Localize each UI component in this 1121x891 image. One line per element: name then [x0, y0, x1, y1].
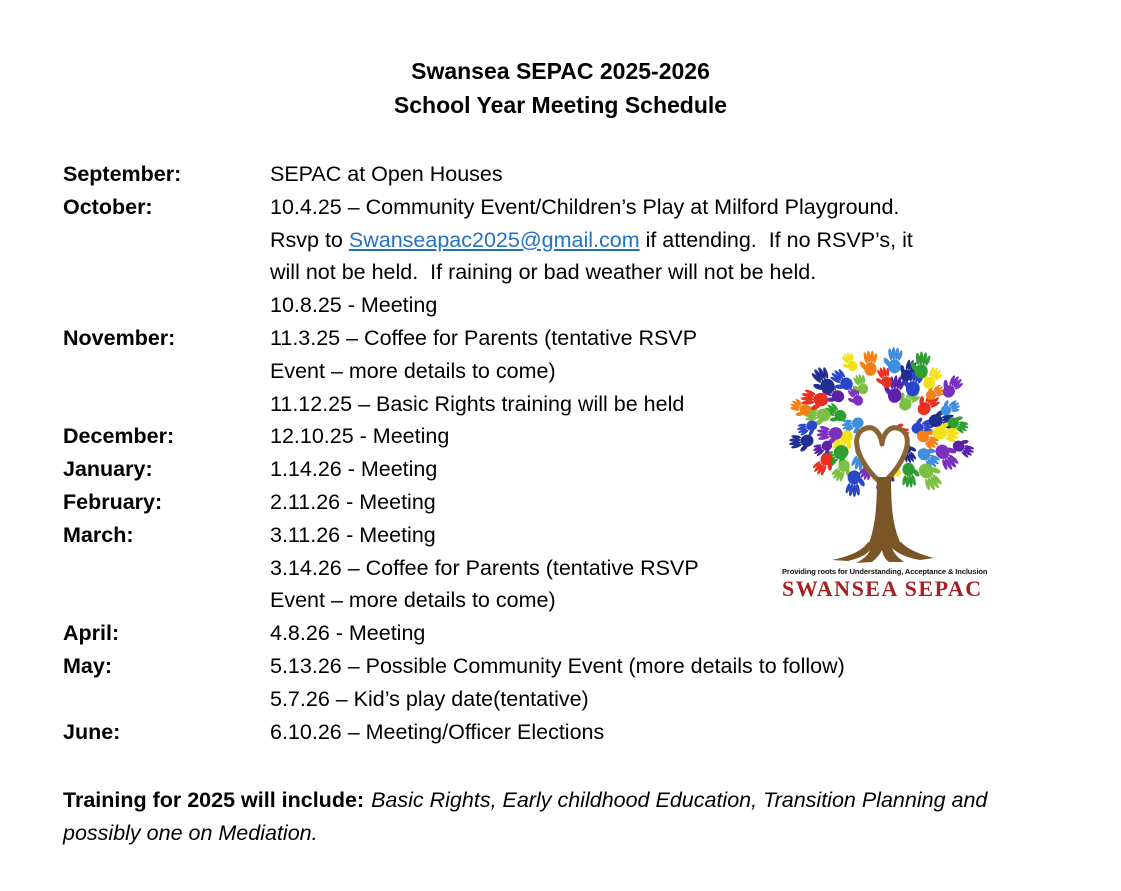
month-events [270, 486, 436, 519]
month-label: October: [63, 194, 153, 219]
month-events [270, 158, 503, 191]
schedule-line: Event – more details to come) [270, 588, 556, 613]
schedule-line: 5.13.26 – Possible Community Event (more details to follow) [270, 653, 845, 678]
handprint [858, 350, 878, 376]
link-prefix-text: Rsvp to [270, 227, 349, 252]
month-events [270, 519, 699, 617]
month-label: June: [63, 719, 121, 744]
month-events [270, 617, 425, 650]
month-label: November: [63, 325, 176, 350]
schedule-row [63, 158, 913, 191]
schedule-row [63, 650, 913, 716]
schedule-line: 10.8.25 - Meeting [270, 293, 438, 318]
schedule-line: 6.10.26 – Meeting/Officer Elections [270, 719, 605, 744]
month-label: December: [63, 424, 175, 449]
month-events [270, 191, 913, 322]
schedule-line: 11.3.25 – Coffee for Parents (tentative RSVP [270, 325, 698, 350]
schedule-line: Event – more details to come) [270, 358, 556, 383]
logo-org-name: SWANSEA SEPAC [782, 576, 983, 601]
handprint-tree-graphic [782, 346, 982, 566]
training-note-label: Training for 2025 will include: [63, 788, 365, 812]
schedule-line: 12.10.25 - Meeting [270, 424, 450, 449]
logo-tagline: Providing roots for Understanding, Acceptance & Inclusion [782, 567, 988, 576]
tree-trunk [868, 477, 902, 546]
month-events [270, 322, 697, 420]
sepac-logo [782, 346, 988, 602]
month-label: January: [63, 457, 153, 482]
schedule-line: 4.8.26 - Meeting [270, 621, 426, 646]
schedule-line: 1.14.26 - Meeting [270, 457, 438, 482]
month-label: February: [63, 489, 163, 514]
handprint [788, 433, 814, 455]
schedule-row [63, 716, 913, 749]
schedule-line: SEPAC at Open Houses [270, 162, 503, 186]
month-events [270, 716, 604, 749]
month-events [270, 420, 449, 453]
training-note-text: Basic Rights, Early childhood Education, Transition Planning and possibly one on Mediation. [63, 788, 988, 845]
handprint [900, 462, 921, 488]
month-label: May: [63, 653, 112, 678]
schedule-line: 11.12.25 – Basic Rights training will be held [270, 391, 685, 416]
month-events [270, 650, 845, 716]
schedule-row [63, 191, 913, 322]
schedule-line: 5.7.26 – Kid’s play date(tentative) [270, 686, 589, 711]
schedule-line: 3.11.26 - Meeting [270, 522, 436, 547]
email-link[interactable]: Swanseapac2025@gmail.com [348, 227, 640, 252]
schedule-line: will not be held. If raining or bad weather will not be held. [270, 260, 817, 285]
training-note [63, 784, 1003, 850]
title-line-1: Swansea SEPAC 2025-2026 [411, 58, 710, 84]
link-suffix-text: if attending. If no RSVP’s, it [639, 227, 913, 252]
title-line-2: School Year Meeting Schedule [393, 92, 728, 118]
month-label: April: [63, 621, 120, 646]
month-events [270, 453, 437, 486]
month-label: September: [63, 162, 182, 186]
schedule-line [270, 224, 913, 257]
schedule-line: 10.4.25 – Community Event/Children’s Play at Milford Playground. [270, 194, 900, 219]
document-title [63, 54, 1058, 122]
heart-branches [857, 428, 908, 484]
schedule-line: 3.14.26 – Coffee for Parents (tentative RSVP [270, 555, 699, 580]
schedule-row [63, 617, 913, 650]
tree-roots [832, 542, 934, 563]
schedule-line: 2.11.26 - Meeting [270, 489, 436, 514]
month-label: March: [63, 522, 134, 547]
